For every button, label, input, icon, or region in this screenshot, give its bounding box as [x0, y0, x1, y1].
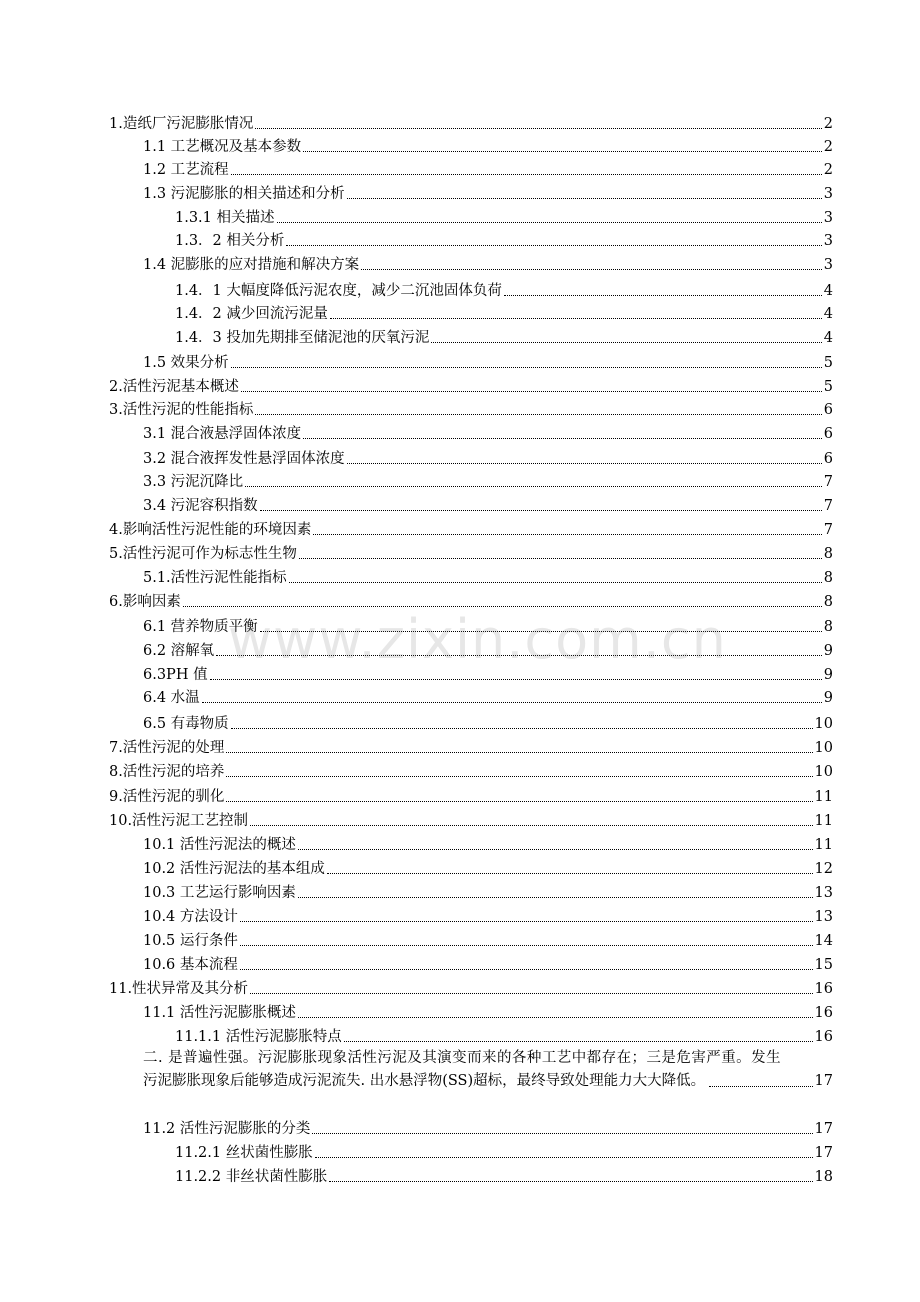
toc-entry-title: 7.活性污泥的处理	[109, 740, 225, 756]
toc-entry-title: 6.1 营养物质平衡	[143, 619, 258, 635]
toc-page-number: 9	[823, 667, 833, 683]
dot-leader	[183, 606, 822, 607]
toc-entry[interactable]	[109, 113, 833, 135]
toc-page-number: 8	[823, 570, 833, 586]
toc-entry-title: 3.2 混合液挥发性悬浮固体浓度	[143, 451, 345, 467]
toc-entry[interactable]	[175, 207, 833, 229]
toc-page-number: 3	[823, 257, 833, 273]
dot-leader	[327, 873, 813, 874]
toc-paragraph-line-1: 二. 是普遍性强。污泥膨胀现象活性污泥及其演变而来的各种工艺中都存在；三是危害严重。发生	[143, 1050, 782, 1066]
toc-page-number: 13	[814, 885, 833, 901]
toc-entry[interactable]	[143, 1002, 833, 1024]
toc-entry-title: 10.4 方法设计	[143, 909, 238, 925]
toc-page-number: 10	[814, 716, 833, 732]
toc-page-number: 17	[814, 1121, 833, 1137]
dot-leader	[303, 151, 822, 152]
dot-leader	[289, 582, 822, 583]
dot-leader	[255, 414, 821, 415]
toc-entry[interactable]	[143, 882, 833, 904]
dot-leader	[303, 438, 822, 439]
dot-leader	[216, 655, 822, 656]
toc-entry[interactable]	[109, 399, 833, 421]
toc-page-number: 2	[823, 139, 833, 155]
toc-entry-title: 9.活性污泥的驯化	[109, 789, 225, 805]
toc-entry[interactable]	[143, 159, 833, 181]
dot-leader	[210, 679, 822, 680]
toc-page-number: 11	[814, 813, 833, 829]
toc-entry-title: 3.1 混合液悬浮固体浓度	[143, 426, 302, 442]
toc-page-number: 15	[814, 957, 833, 973]
toc-page-number: 4	[823, 306, 833, 322]
dot-leader	[298, 897, 813, 898]
toc-page-number: 10	[814, 740, 833, 756]
dot-leader	[330, 318, 822, 319]
toc-page-number: 6	[823, 426, 833, 442]
dot-leader	[226, 776, 812, 777]
toc-page-number: 6	[823, 451, 833, 467]
toc-entry-title: 6.4 水温	[143, 690, 200, 706]
toc-entry-title: 6.3PH 值	[143, 667, 208, 683]
toc-entry[interactable]	[143, 930, 833, 952]
dot-leader	[255, 128, 821, 129]
toc-entry-title: 4.影响活性污泥性能的环境因素	[109, 522, 312, 538]
dot-leader	[240, 945, 813, 946]
toc-page-number: 4	[823, 283, 833, 299]
dot-leader	[298, 849, 813, 850]
toc-page-number: 5	[823, 379, 833, 395]
toc-page-number: 7	[823, 474, 833, 490]
toc-entry[interactable]	[109, 519, 833, 541]
toc-entry[interactable]	[175, 303, 833, 325]
toc-entry[interactable]	[175, 230, 833, 252]
toc-entry[interactable]	[143, 136, 833, 158]
toc-entry-title: 10.活性污泥工艺控制	[109, 813, 249, 829]
toc-page-number: 4	[823, 330, 833, 346]
toc-paragraph-line-2: 污泥膨胀现象后能够造成污泥流失. 出水悬浮物(SS)超标，最终导致处理能力大大降低。	[143, 1073, 706, 1089]
toc-entry[interactable]	[143, 687, 833, 709]
toc-entry[interactable]	[143, 834, 833, 856]
toc-page-number: 10	[814, 764, 833, 780]
toc-entry-title: 1.1 工艺概况及基本参数	[143, 139, 302, 155]
toc-page-number: 13	[814, 909, 833, 925]
toc-entry-title: 1.4．3 投加先期排至储泥池的厌氧污泥	[175, 330, 430, 346]
toc-entry-title: 1.5 效果分析	[143, 355, 229, 371]
toc-page-number: 14	[814, 933, 833, 949]
dot-leader	[241, 391, 822, 392]
toc-entry-title: 1.4．1 大幅度降低污泥农度，减少二沉池固体负荷	[175, 283, 502, 299]
toc-page-number: 12	[814, 861, 833, 877]
toc-page-number: 3	[823, 210, 833, 226]
dot-leader	[299, 558, 822, 559]
dot-leader	[240, 921, 813, 922]
toc-entry-title: 1.4．2 减少回流污泥量	[175, 306, 328, 322]
toc-entry-title: 3.3 污泥沉降比	[143, 474, 244, 490]
toc-page-number: 2	[823, 162, 833, 178]
toc-entry[interactable]	[143, 616, 833, 638]
watermark: www.zixin.com.cn	[228, 608, 727, 671]
toc-entry[interactable]	[175, 280, 833, 302]
toc-page-number: 8	[823, 546, 833, 562]
toc-entry[interactable]	[109, 376, 833, 398]
dot-leader	[313, 534, 821, 535]
dot-leader	[245, 486, 822, 487]
toc-page-number: 8	[823, 594, 833, 610]
toc-page-number: 7	[823, 522, 833, 538]
toc-entry[interactable]	[175, 1166, 833, 1188]
toc-entry[interactable]	[143, 183, 833, 205]
toc-page-number: 11	[814, 837, 833, 853]
toc-entry[interactable]	[143, 567, 833, 589]
toc-entry[interactable]	[143, 640, 833, 662]
dot-leader	[312, 1133, 812, 1134]
toc-entry[interactable]	[109, 978, 833, 1000]
toc-entry-title: 11.2 活性污泥膨胀的分类	[143, 1121, 311, 1137]
toc-entry-title: 10.2 活性污泥法的基本组成	[143, 861, 325, 877]
dot-leader	[250, 825, 812, 826]
toc-entry[interactable]	[143, 448, 833, 470]
toc-entry-title: 1.3．2 相关分析	[175, 233, 285, 249]
dot-leader	[260, 631, 822, 632]
toc-page-number: 18	[814, 1169, 833, 1185]
toc-entry-title: 5.1.活性污泥性能指标	[143, 570, 287, 586]
toc-page-number: 3	[823, 186, 833, 202]
dot-leader	[504, 295, 822, 296]
dot-leader	[298, 1017, 813, 1018]
dot-leader	[431, 342, 821, 343]
toc-entry-title: 11.性状异常及其分析	[109, 981, 249, 997]
toc-entry-title: 1.2 工艺流程	[143, 162, 229, 178]
toc-page-number: 17	[814, 1073, 833, 1089]
toc-page-number: 16	[814, 1005, 833, 1021]
toc-entry[interactable]	[109, 543, 833, 565]
dot-leader	[277, 222, 822, 223]
toc-page-number: 8	[823, 619, 833, 635]
toc-entry[interactable]	[109, 810, 833, 832]
toc-entry[interactable]	[143, 906, 833, 928]
toc-entry-title: 6.影响因素	[109, 594, 181, 610]
toc-page-number: 6	[823, 402, 833, 418]
toc-entry[interactable]	[143, 954, 833, 976]
toc-entry-title: 11.2.2 非丝状菌性膨胀	[175, 1169, 328, 1185]
toc-entry-title: 10.6 基本流程	[143, 957, 238, 973]
toc-page-number: 16	[814, 981, 833, 997]
toc-page-number: 7	[823, 498, 833, 514]
dot-leader	[240, 969, 813, 970]
toc-page-number: 11	[814, 789, 833, 805]
dot-leader	[226, 801, 812, 802]
toc-page-number: 3	[823, 233, 833, 249]
toc-entry[interactable]	[109, 761, 833, 783]
toc-entry[interactable]	[143, 352, 833, 374]
toc-entry[interactable]	[109, 737, 833, 759]
toc-entry-title: 10.1 活性污泥法的概述	[143, 837, 296, 853]
toc-entry[interactable]	[143, 664, 833, 686]
toc-entry-title: 10.3 工艺运行影响因素	[143, 885, 296, 901]
toc-entry-title: 6.5 有毒物质	[143, 716, 229, 732]
toc-page-number: 2	[823, 116, 833, 132]
toc-entry-title: 11.1 活性污泥膨胀概述	[143, 1005, 296, 1021]
toc-entry-title: 1.3.1 相关描述	[175, 210, 275, 226]
toc-entry[interactable]	[143, 423, 833, 445]
toc-entry[interactable]	[175, 327, 833, 349]
toc-entry-title: 2.活性污泥基本概述	[109, 379, 239, 395]
toc-entry[interactable]	[143, 495, 833, 517]
dot-leader	[231, 728, 813, 729]
toc-entry[interactable]	[109, 786, 833, 808]
dot-leader	[231, 174, 822, 175]
dot-leader	[709, 1086, 812, 1087]
dot-leader	[329, 1181, 812, 1182]
toc-entry-title: 10.5 运行条件	[143, 933, 238, 949]
dot-leader	[250, 993, 812, 994]
dot-leader	[226, 752, 812, 753]
toc-entry[interactable]	[175, 1142, 833, 1164]
toc-entry[interactable]	[143, 713, 833, 735]
toc-entry[interactable]	[143, 254, 833, 276]
dot-leader	[231, 367, 822, 368]
dot-leader	[347, 463, 822, 464]
toc-page-number: 16	[814, 1029, 833, 1045]
toc-entry[interactable]	[175, 1026, 833, 1048]
dot-leader	[344, 1041, 813, 1042]
toc-entry-title: 8.活性污泥的培养	[109, 764, 225, 780]
toc-page-number: 17	[814, 1145, 833, 1161]
toc-entry-title: 1.4 泥膨胀的应对措施和解决方案	[143, 257, 360, 273]
toc-page-number: 9	[823, 690, 833, 706]
toc-entry-title: 5.活性污泥可作为标志性生物	[109, 546, 297, 562]
dot-leader	[202, 702, 822, 703]
toc-entry[interactable]	[109, 591, 833, 613]
toc-entry-title: 3.4 污泥容积指数	[143, 498, 258, 514]
dot-leader	[260, 510, 822, 511]
toc-entry-title: 6.2 溶解氧	[143, 643, 215, 659]
toc-entry-title: 11.2.1 丝状菌性膨胀	[175, 1145, 313, 1161]
toc-entry-title: 1.造纸厂污泥膨胀情况	[109, 116, 254, 132]
toc-entry-title: 1.3 污泥膨胀的相关描述和分析	[143, 186, 345, 202]
toc-entry-title: 3.活性污泥的性能指标	[109, 402, 254, 418]
toc-entry[interactable]	[143, 471, 833, 493]
toc-entry-title: 11.1.1 活性污泥膨胀特点	[175, 1029, 342, 1045]
toc-page-number: 9	[823, 643, 833, 659]
toc-entry[interactable]	[143, 858, 833, 880]
dot-leader	[347, 198, 822, 199]
toc-entry[interactable]	[143, 1118, 833, 1140]
dot-leader	[315, 1157, 813, 1158]
dot-leader	[361, 269, 822, 270]
toc-paragraph-entry[interactable]	[143, 1047, 833, 1093]
toc-page-number: 5	[823, 355, 833, 371]
dot-leader	[286, 245, 821, 246]
